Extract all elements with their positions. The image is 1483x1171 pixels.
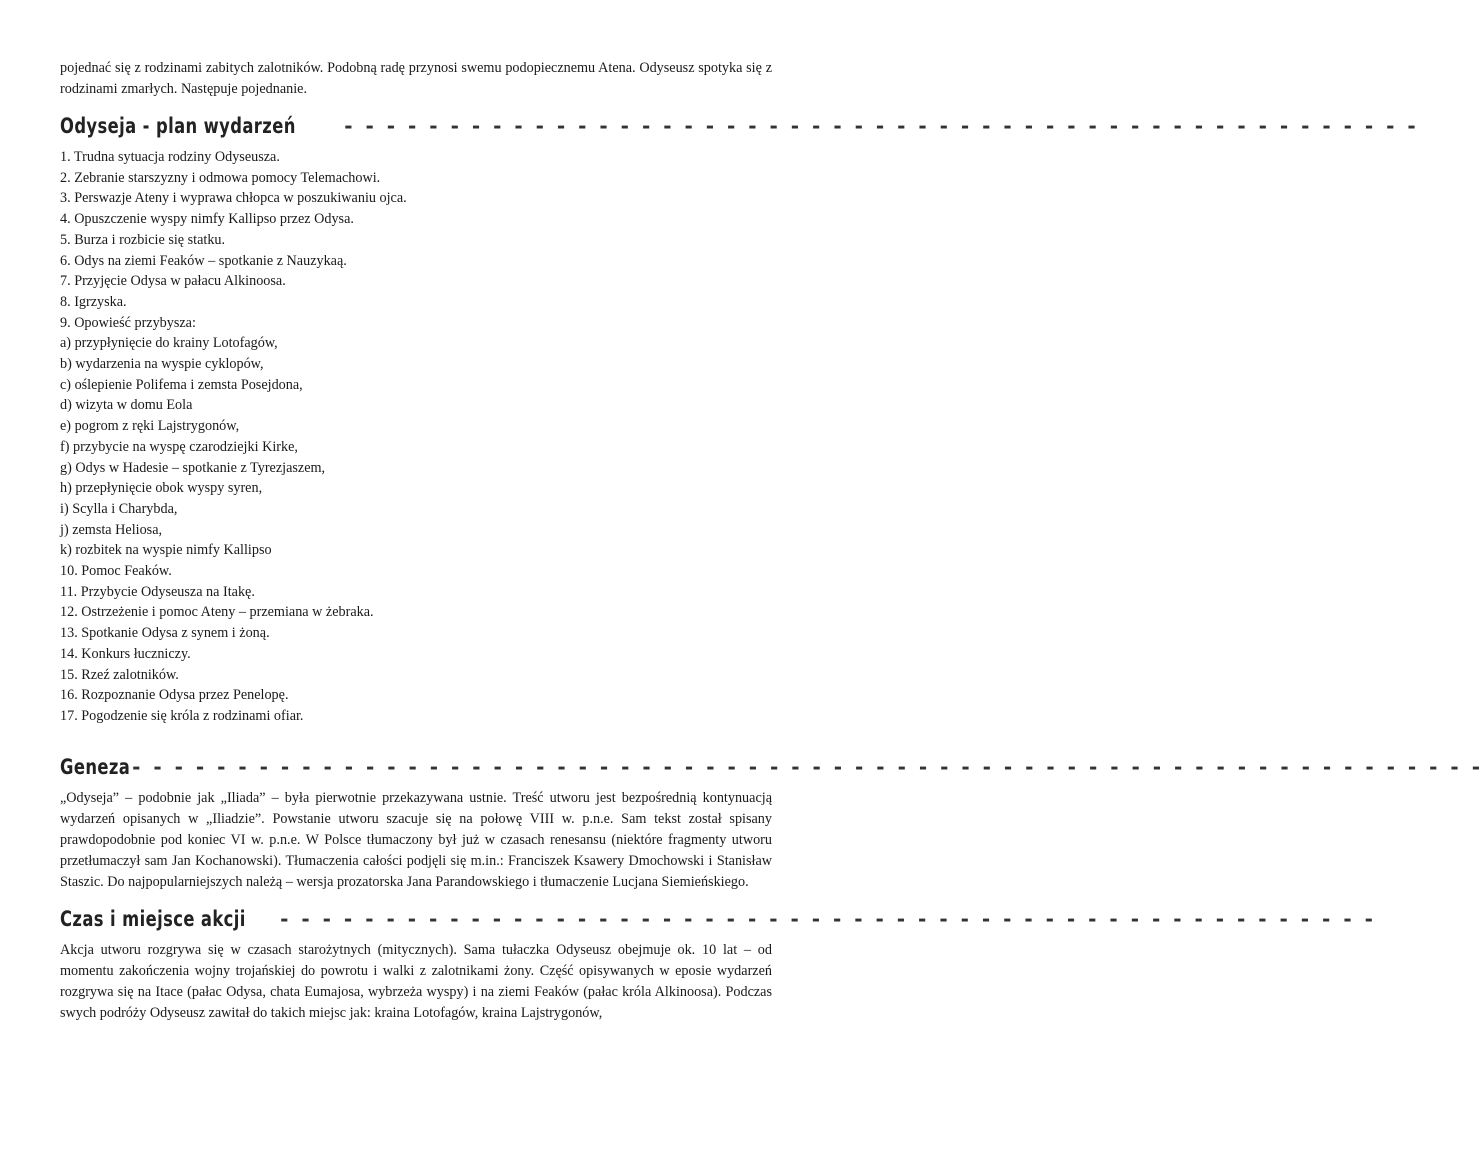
list-item: 12. Ostrzeżenie i pomoc Ateny – przemiana w żebraka. [60, 604, 374, 621]
intro-paragraph: pojednać się z rodzinami zabitych zalotników. Podobną radę przynosi swemu podopiecznemu Atena. Odyseusz spotyka się z rodzinami zmarłych. Następuje pojednanie. [60, 60, 772, 97]
list-item: i) Scylla i Charybda, [60, 500, 178, 517]
list-item: a) przypłynięcie do krainy Lotofagów, [60, 335, 278, 352]
list-item: 15. Rzeź zalotników. [60, 666, 179, 683]
list-item: 7. Przyjęcie Odysa w pałacu Alkinoosa. [60, 273, 286, 290]
list-item: 1. Trudna sytuacja rodziny Odyseusza. [60, 149, 280, 165]
list-item: h) przepłynięcie obok wyspy syren, [60, 480, 263, 497]
czas-paragraph: Akcja utworu rozgrywa się w czasach starożytnych (mitycznych). Sama tułaczka Odyseusz obejmuje ok. 10 lat – od momentu zakończenia wojny trojańskiej do powrotu i walki z zalotnikami żony. Część opisywanych w eposie wydarzeń rozgrywa się na Itace (pałac Odysa, chata Eumajosa, wybrzeża wyspy) i na ziemi Feaków (pałac króla Alkinoosa). Podczas swych podróży Odyseusz zawitał do takich miejsc jak: kraina Lotofagów, kraina Lajstrygonów, [60, 941, 772, 1021]
list-item: k) rozbitek na wyspie nimfy Kallipso [60, 542, 272, 559]
list-item: 13. Spotkanie Odysa z synem i żoną. [60, 625, 270, 642]
list-item: 11. Przybycie Odyseusza na Itakę. [60, 583, 255, 600]
list-item: 16. Rozpoznanie Odysa przez Penelopę. [60, 687, 289, 704]
section-title-plan: Odyseja - plan wydarzeń [60, 114, 296, 138]
list-item: f) przybycie na wyspę czarodziejki Kirke, [60, 438, 298, 455]
list-item: 5. Burza i rozbicie się statku. [60, 231, 226, 248]
list-item: d) wizyta w domu Eola [60, 397, 193, 414]
section-rule-plan: - - - - - - - - - - - - - - - - - - - - - - - - - - - - - - - - - - - - - - - - - - - - - - - - - - - [344, 114, 1419, 138]
list-item: 6. Odys na ziemi Feaków – spotkanie z Nauzykaą. [60, 252, 347, 269]
list-item: e) pogrom z ręki Lajstrygonów, [60, 418, 240, 435]
document-content [60, 58, 1483, 1024]
list-item: c) oślepienie Polifema i zemsta Posejdona, [60, 376, 303, 393]
list-item: 4. Opuszczenie wyspy nimfy Kallipso przez Odysa. [60, 211, 354, 228]
list-item: 10. Pomoc Feaków. [60, 563, 172, 580]
list-item: b) wydarzenia na wyspie cyklopów, [60, 356, 264, 373]
list-item: 9. Opowieść przybysza: [60, 314, 196, 331]
list-item: 8. Igrzyska. [60, 293, 127, 310]
section-title-czas: Czas i miejsce akcji [60, 906, 246, 931]
section-heading-geneza [60, 747, 1483, 781]
section-rule-czas: - - - - - - - - - - - - - - - - - - - - - - - - - - - - - - - - - - - - - - - - - - - - - - - - - - - - [280, 906, 1376, 931]
list-item: 17. Pogodzenie się króla z rodzinami ofiar. [60, 707, 304, 724]
section-heading-czas [60, 899, 1376, 933]
section-rule-geneza: - - - - - - - - - - - - - - - - - - - - - - - - - - - - - - - - - - - - - - - - - - - - - - - - - - - - - - - - - - - - - - - - [132, 754, 1483, 779]
list-item: j) zemsta Heliosa, [60, 521, 163, 538]
list-item: 2. Zebranie starszyzny i odmowa pomocy Telemachowi. [60, 169, 381, 186]
list-item: 3. Perswazje Ateny i wyprawa chłopca w poszukiwaniu ojca. [60, 190, 407, 207]
section-heading-plan [60, 106, 1419, 140]
section-title-geneza: Geneza [60, 754, 131, 779]
plan-list [60, 147, 772, 727]
geneza-paragraph: „Odyseja” – podobnie jak „Iliada” – była pierwotnie przekazywana ustnie. Treść utworu jest bezpośrednią kontynuacją wydarzeń opisanych w „Iliadzie”. Powstanie utworu szacuje się na połowę VIII w. p.n.e. Sam tekst został spisany prawdopodobnie pod koniec VI w. p.n.e. W Polsce tłumaczony był już w czasach renesansu (niektóre fragmenty utworu przetłumaczył sam Jan Kochanowski). Tłumaczenia całości podjęli się m.in.: Franciszek Ksawery Dmochowski i Stanisław Staszic. Do najpopularniejszych należą – wersja prozatorska Jana Parandowskiego i tłumaczenie Lucjana Siemieńskiego. [60, 789, 772, 890]
list-item: g) Odys w Hadesie – spotkanie z Tyrezjaszem, [60, 459, 326, 476]
list-item: 14. Konkurs łuczniczy. [60, 645, 191, 662]
